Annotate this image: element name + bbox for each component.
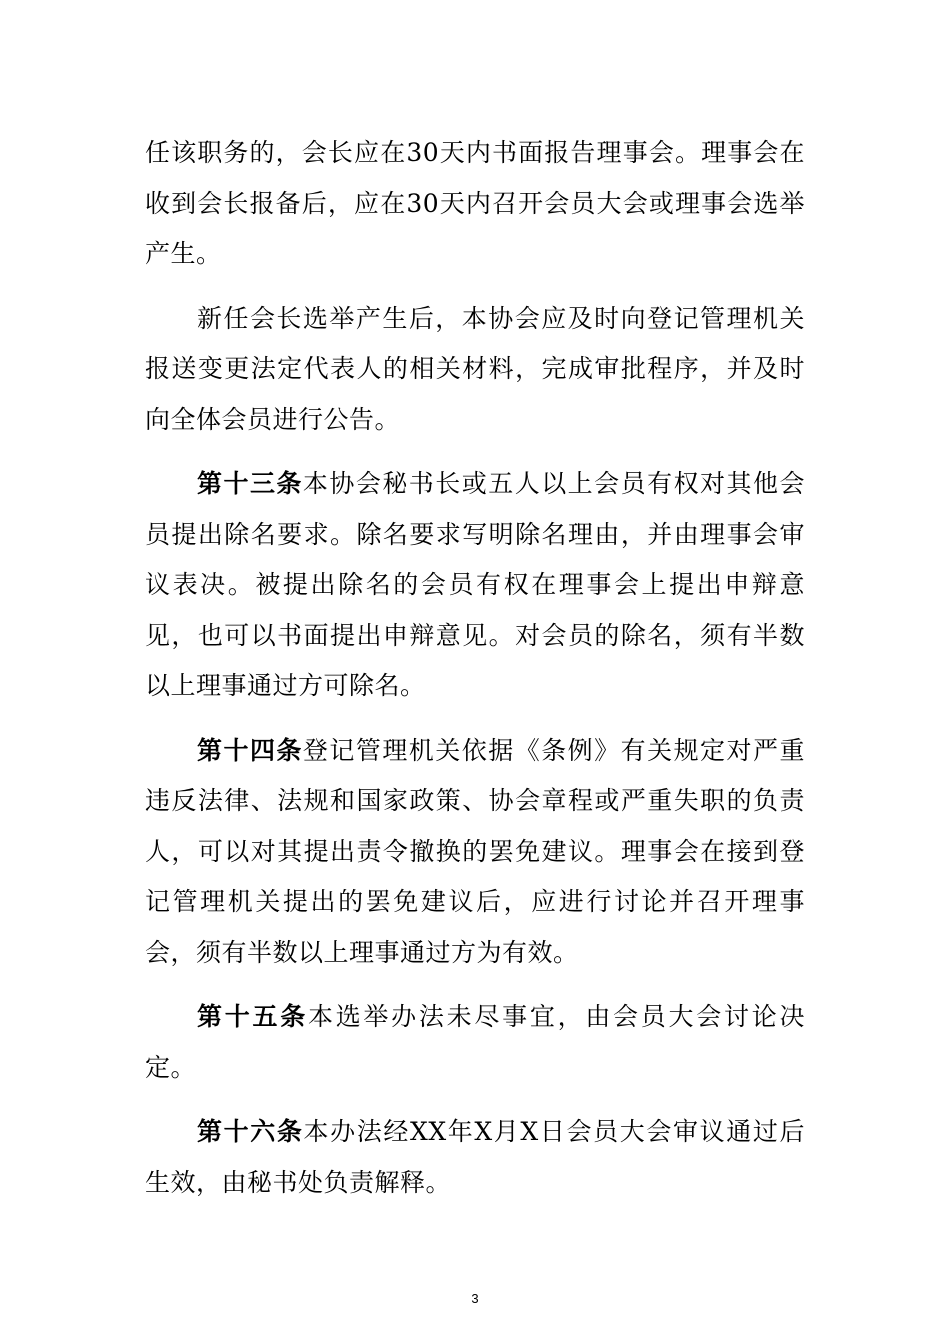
article-13	[145, 459, 805, 712]
article-label: 第十三条	[197, 469, 303, 498]
article-16	[145, 1107, 805, 1208]
article-text: 本选举办法未尽事宜，由会员大会讨论决定。	[145, 1002, 805, 1082]
article-label: 第十六条	[197, 1117, 304, 1146]
article-text: 本办法经XX年X月X日会员大会审议通过后生效，由秘书处负责解释。	[145, 1117, 805, 1197]
paragraph-text: 新任会长选举产生后，本协会应及时向登记管理机关报送变更法定代表人的相关材料，完成审批程序，并及时向全体会员进行公告。	[145, 303, 805, 434]
paragraph-text: 任该职务的，会长应在30天内书面报告理事会。理事会在收到会长报备后，应在30天内召开会员大会或理事会选举产生。	[145, 138, 805, 268]
document-body	[145, 128, 805, 1208]
article-15	[145, 992, 805, 1093]
page-number: 3	[471, 1291, 479, 1306]
article-text: 登记管理机关依据《条例》有关规定对严重违反法律、法规和国家政策、协会章程或严重失职的负责人，可以对其提出责令撤换的罢免建议。理事会在接到登记管理机关提出的罢免建议后，应进行讨论并召开理事会，须有半数以上理事通过方为有效。	[145, 735, 805, 967]
article-label: 第十四条	[197, 735, 303, 765]
article-label: 第十五条	[197, 1002, 308, 1031]
paragraph-new-president	[145, 294, 805, 446]
article-text: 本协会秘书长或五人以上会员有权对其他会员提出除名要求。除名要求写明除名理由，并由理事会审议表决。被提出除名的会员有权在理事会上提出申辩意见，也可以书面提出申辩意见。对会员的除名，须有半数以上理事通过方可除名。	[145, 469, 805, 700]
article-14	[145, 726, 805, 979]
paragraph-continuation	[145, 128, 805, 280]
